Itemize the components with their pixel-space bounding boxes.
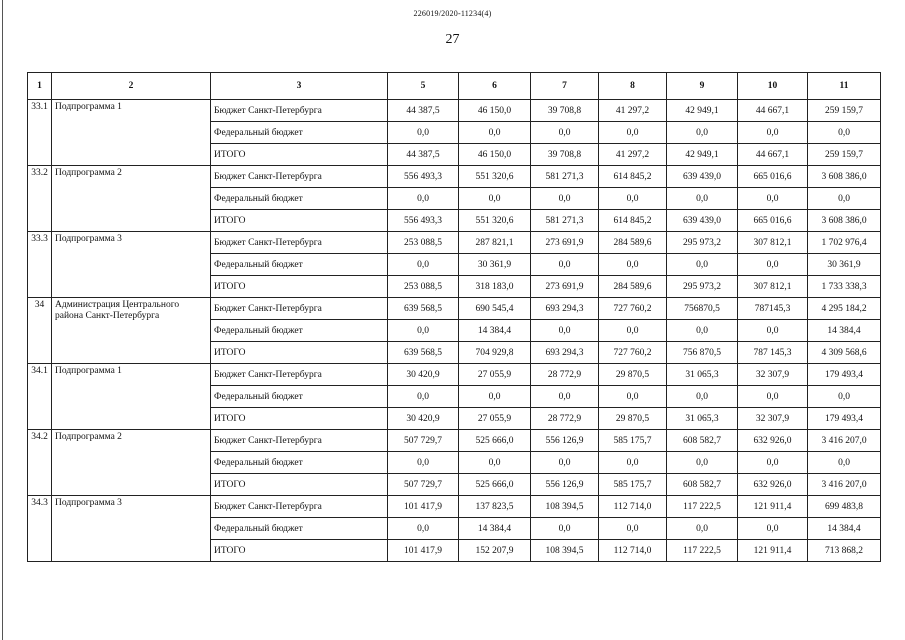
value-cell: 0,0 — [531, 122, 599, 144]
table-row — [28, 496, 881, 518]
value-cell: 581 271,3 — [531, 166, 599, 188]
value-cell: 614 845,2 — [599, 166, 667, 188]
funding-source: Бюджет Санкт-Петербурга — [211, 298, 388, 320]
program-name: Подпрограмма 2 — [52, 430, 211, 496]
value-cell: 0,0 — [599, 518, 667, 540]
budget-table — [27, 72, 881, 562]
value-cell: 121 911,4 — [738, 496, 808, 518]
value-cell: 0,0 — [738, 122, 808, 144]
column-header: 10 — [738, 73, 808, 100]
table-row — [28, 100, 881, 122]
value-cell: 0,0 — [738, 320, 808, 342]
program-name: Администрация Центрального района Санкт-Петербурга — [52, 298, 211, 364]
value-cell: 4 309 568,6 — [808, 342, 881, 364]
value-cell: 0,0 — [808, 122, 881, 144]
value-cell: 295 973,2 — [667, 232, 738, 254]
value-cell: 101 417,9 — [388, 496, 459, 518]
value-cell: 585 175,7 — [599, 430, 667, 452]
value-cell: 507 729,7 — [388, 474, 459, 496]
value-cell: 1 702 976,4 — [808, 232, 881, 254]
value-cell: 632 926,0 — [738, 474, 808, 496]
value-cell: 727 760,2 — [599, 342, 667, 364]
funding-source: ИТОГО — [211, 540, 388, 562]
row-number: 34.2 — [28, 430, 52, 496]
value-cell: 253 088,5 — [388, 276, 459, 298]
value-cell: 14 384,4 — [459, 320, 531, 342]
value-cell: 287 821,1 — [459, 232, 531, 254]
value-cell: 14 384,4 — [459, 518, 531, 540]
value-cell: 31 065,3 — [667, 364, 738, 386]
value-cell: 0,0 — [388, 518, 459, 540]
value-cell: 32 307,9 — [738, 364, 808, 386]
value-cell: 0,0 — [599, 122, 667, 144]
value-cell: 525 666,0 — [459, 474, 531, 496]
value-cell: 551 320,6 — [459, 166, 531, 188]
funding-source: Федеральный бюджет — [211, 386, 388, 408]
value-cell: 0,0 — [459, 122, 531, 144]
value-cell: 0,0 — [531, 320, 599, 342]
value-cell: 0,0 — [388, 122, 459, 144]
value-cell: 0,0 — [738, 452, 808, 474]
funding-source: Бюджет Санкт-Петербурга — [211, 100, 388, 122]
funding-source: ИТОГО — [211, 342, 388, 364]
funding-source: Федеральный бюджет — [211, 122, 388, 144]
value-cell: 307 812,1 — [738, 232, 808, 254]
funding-source: Федеральный бюджет — [211, 518, 388, 540]
value-cell: 0,0 — [738, 518, 808, 540]
value-cell: 44 667,1 — [738, 144, 808, 166]
table-row — [28, 364, 881, 386]
value-cell: 756870,5 — [667, 298, 738, 320]
value-cell: 581 271,3 — [531, 210, 599, 232]
value-cell: 46 150,0 — [459, 100, 531, 122]
value-cell: 0,0 — [738, 188, 808, 210]
value-cell: 608 582,7 — [667, 474, 738, 496]
left-margin-line — [2, 0, 3, 640]
value-cell: 112 714,0 — [599, 540, 667, 562]
funding-source: Федеральный бюджет — [211, 320, 388, 342]
value-cell: 112 714,0 — [599, 496, 667, 518]
value-cell: 0,0 — [388, 320, 459, 342]
funding-source: ИТОГО — [211, 144, 388, 166]
funding-source: Бюджет Санкт-Петербурга — [211, 166, 388, 188]
value-cell: 0,0 — [667, 320, 738, 342]
funding-source: Бюджет Санкт-Петербурга — [211, 364, 388, 386]
document-code: 226019/2020-11234(4) — [413, 9, 492, 18]
value-cell: 32 307,9 — [738, 408, 808, 430]
value-cell: 108 394,5 — [531, 540, 599, 562]
value-cell: 117 222,5 — [667, 496, 738, 518]
value-cell: 0,0 — [599, 188, 667, 210]
value-cell: 0,0 — [531, 518, 599, 540]
value-cell: 1 733 338,3 — [808, 276, 881, 298]
value-cell: 585 175,7 — [599, 474, 667, 496]
value-cell: 0,0 — [667, 122, 738, 144]
value-cell: 639 568,5 — [388, 342, 459, 364]
row-number: 34 — [28, 298, 52, 364]
value-cell: 30 420,9 — [388, 408, 459, 430]
value-cell: 27 055,9 — [459, 408, 531, 430]
value-cell: 0,0 — [531, 386, 599, 408]
value-cell: 0,0 — [388, 254, 459, 276]
value-cell: 152 207,9 — [459, 540, 531, 562]
value-cell: 665 016,6 — [738, 166, 808, 188]
program-name: Подпрограмма 3 — [52, 496, 211, 562]
value-cell: 39 708,8 — [531, 144, 599, 166]
value-cell: 30 361,9 — [808, 254, 881, 276]
value-cell: 28 772,9 — [531, 408, 599, 430]
table-row — [28, 298, 881, 320]
header-row — [28, 73, 881, 100]
page-number: 27 — [445, 32, 460, 47]
value-cell: 44 387,5 — [388, 100, 459, 122]
value-cell: 46 150,0 — [459, 144, 531, 166]
value-cell: 704 929,8 — [459, 342, 531, 364]
value-cell: 3 608 386,0 — [808, 210, 881, 232]
value-cell: 0,0 — [599, 386, 667, 408]
funding-source: Федеральный бюджет — [211, 254, 388, 276]
value-cell: 0,0 — [531, 452, 599, 474]
program-name: Подпрограмма 2 — [52, 166, 211, 232]
value-cell: 608 582,7 — [667, 430, 738, 452]
value-cell: 556 493,3 — [388, 166, 459, 188]
value-cell: 318 183,0 — [459, 276, 531, 298]
value-cell: 4 295 184,2 — [808, 298, 881, 320]
column-header: 11 — [808, 73, 881, 100]
value-cell: 30 361,9 — [459, 254, 531, 276]
value-cell: 0,0 — [738, 254, 808, 276]
value-cell: 0,0 — [531, 188, 599, 210]
value-cell: 29 870,5 — [599, 364, 667, 386]
value-cell: 39 708,8 — [531, 100, 599, 122]
value-cell: 29 870,5 — [599, 408, 667, 430]
value-cell: 31 065,3 — [667, 408, 738, 430]
value-cell: 787145,3 — [738, 298, 808, 320]
value-cell: 284 589,6 — [599, 276, 667, 298]
value-cell: 0,0 — [388, 452, 459, 474]
value-cell: 0,0 — [808, 452, 881, 474]
value-cell: 27 055,9 — [459, 364, 531, 386]
value-cell: 525 666,0 — [459, 430, 531, 452]
value-cell: 0,0 — [667, 452, 738, 474]
value-cell: 551 320,6 — [459, 210, 531, 232]
value-cell: 137 823,5 — [459, 496, 531, 518]
row-number: 33.1 — [28, 100, 52, 166]
column-header: 5 — [388, 73, 459, 100]
value-cell: 253 088,5 — [388, 232, 459, 254]
value-cell: 295 973,2 — [667, 276, 738, 298]
funding-source: Бюджет Санкт-Петербурга — [211, 496, 388, 518]
value-cell: 307 812,1 — [738, 276, 808, 298]
column-header: 9 — [667, 73, 738, 100]
table-row — [28, 430, 881, 452]
row-number: 33.2 — [28, 166, 52, 232]
value-cell: 0,0 — [599, 452, 667, 474]
value-cell: 632 926,0 — [738, 430, 808, 452]
value-cell: 639 439,0 — [667, 166, 738, 188]
value-cell: 693 294,3 — [531, 298, 599, 320]
value-cell: 0,0 — [667, 386, 738, 408]
value-cell: 690 545,4 — [459, 298, 531, 320]
value-cell: 41 297,2 — [599, 144, 667, 166]
value-cell: 0,0 — [808, 386, 881, 408]
column-header: 3 — [211, 73, 388, 100]
value-cell: 693 294,3 — [531, 342, 599, 364]
value-cell: 108 394,5 — [531, 496, 599, 518]
value-cell: 0,0 — [808, 188, 881, 210]
value-cell: 787 145,3 — [738, 342, 808, 364]
value-cell: 639 568,5 — [388, 298, 459, 320]
row-number: 33.3 — [28, 232, 52, 298]
value-cell: 665 016,6 — [738, 210, 808, 232]
value-cell: 273 691,9 — [531, 276, 599, 298]
value-cell: 0,0 — [388, 386, 459, 408]
value-cell: 0,0 — [667, 254, 738, 276]
value-cell: 639 439,0 — [667, 210, 738, 232]
value-cell: 0,0 — [459, 452, 531, 474]
program-name: Подпрограмма 1 — [52, 364, 211, 430]
value-cell: 179 493,4 — [808, 408, 881, 430]
value-cell: 42 949,1 — [667, 100, 738, 122]
value-cell: 14 384,4 — [808, 518, 881, 540]
value-cell: 614 845,2 — [599, 210, 667, 232]
value-cell: 30 420,9 — [388, 364, 459, 386]
value-cell: 42 949,1 — [667, 144, 738, 166]
value-cell: 713 868,2 — [808, 540, 881, 562]
value-cell: 0,0 — [738, 386, 808, 408]
column-header: 8 — [599, 73, 667, 100]
value-cell: 44 667,1 — [738, 100, 808, 122]
row-number: 34.3 — [28, 496, 52, 562]
value-cell: 756 870,5 — [667, 342, 738, 364]
value-cell: 699 483,8 — [808, 496, 881, 518]
funding-source: Бюджет Санкт-Петербурга — [211, 232, 388, 254]
funding-source: ИТОГО — [211, 474, 388, 496]
value-cell: 0,0 — [459, 386, 531, 408]
value-cell: 0,0 — [667, 518, 738, 540]
value-cell: 259 159,7 — [808, 144, 881, 166]
value-cell: 273 691,9 — [531, 232, 599, 254]
row-number: 34.1 — [28, 364, 52, 430]
funding-source: Федеральный бюджет — [211, 452, 388, 474]
value-cell: 41 297,2 — [599, 100, 667, 122]
value-cell: 259 159,7 — [808, 100, 881, 122]
funding-source: Федеральный бюджет — [211, 188, 388, 210]
column-header: 7 — [531, 73, 599, 100]
program-name: Подпрограмма 3 — [52, 232, 211, 298]
table-row — [28, 166, 881, 188]
value-cell: 3 416 207,0 — [808, 474, 881, 496]
value-cell: 556 493,3 — [388, 210, 459, 232]
column-header: 1 — [28, 73, 52, 100]
value-cell: 0,0 — [388, 188, 459, 210]
value-cell: 284 589,6 — [599, 232, 667, 254]
value-cell: 179 493,4 — [808, 364, 881, 386]
funding-source: ИТОГО — [211, 276, 388, 298]
value-cell: 44 387,5 — [388, 144, 459, 166]
value-cell: 0,0 — [599, 254, 667, 276]
value-cell: 507 729,7 — [388, 430, 459, 452]
value-cell: 3 608 386,0 — [808, 166, 881, 188]
value-cell: 14 384,4 — [808, 320, 881, 342]
value-cell: 727 760,2 — [599, 298, 667, 320]
value-cell: 3 416 207,0 — [808, 430, 881, 452]
column-header: 2 — [52, 73, 211, 100]
value-cell: 0,0 — [599, 320, 667, 342]
value-cell: 556 126,9 — [531, 474, 599, 496]
value-cell: 0,0 — [667, 188, 738, 210]
value-cell: 0,0 — [459, 188, 531, 210]
funding-source: ИТОГО — [211, 210, 388, 232]
column-header: 6 — [459, 73, 531, 100]
program-name: Подпрограмма 1 — [52, 100, 211, 166]
value-cell: 556 126,9 — [531, 430, 599, 452]
table-row — [28, 232, 881, 254]
funding-source: Бюджет Санкт-Петербурга — [211, 430, 388, 452]
value-cell: 121 911,4 — [738, 540, 808, 562]
funding-source: ИТОГО — [211, 408, 388, 430]
value-cell: 117 222,5 — [667, 540, 738, 562]
value-cell: 101 417,9 — [388, 540, 459, 562]
value-cell: 0,0 — [531, 254, 599, 276]
value-cell: 28 772,9 — [531, 364, 599, 386]
